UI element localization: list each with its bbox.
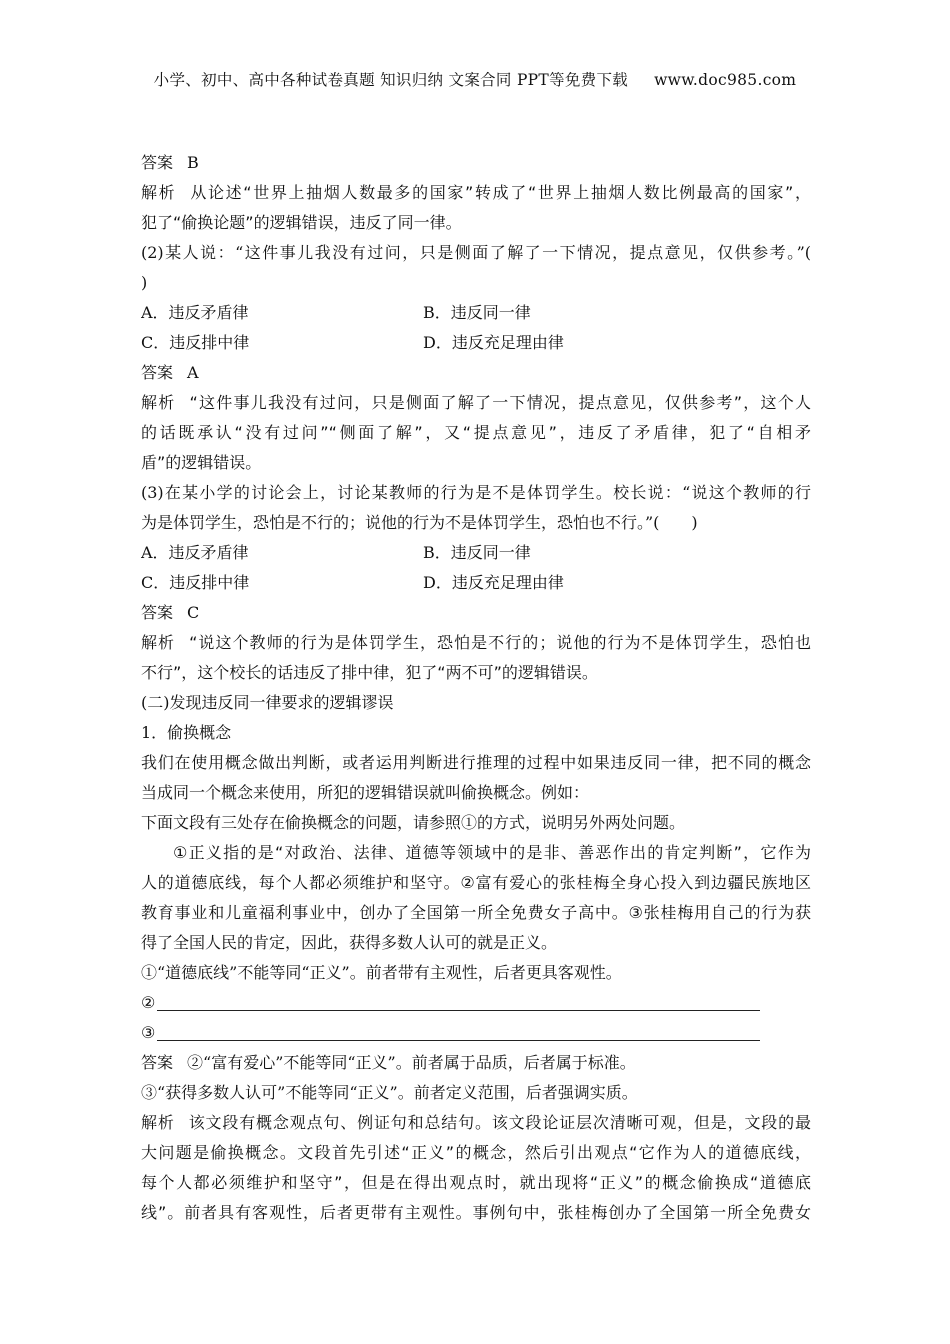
q3-analysis-line: 解析 “说这个教师的行为是体罚学生，恐怕是不行的；说他的行为不是体罚学生，恐怕也 <box>141 633 811 652</box>
q4-analysis-line: 大问题是偷换概念。文段首先引述“正义”的概念，然后引出观点“它作为人的道德底线， <box>141 1143 811 1162</box>
q1-analysis-line: 解析 从论述“世界上抽烟人数最多的国家”转成了“世界上抽烟人数比例最高的国家”， <box>141 183 811 202</box>
page-header <box>0 68 950 90</box>
q4-answer-line: ③“获得多数人认可”不能等同“正义”。前者定义范围，后者强调实质。 <box>141 1083 638 1102</box>
option-c: C．违反排中律 <box>141 573 250 592</box>
answer-blank[interactable] <box>157 992 760 1011</box>
analysis-label: 解析 <box>141 393 176 412</box>
q3-analysis-line: 不行”，这个校长的话违反了排中律，犯了“两不可”的逻辑错误。 <box>141 663 598 682</box>
q1-answer-value: B <box>187 153 199 172</box>
header-url[interactable]: www.doc985.com <box>654 71 797 89</box>
option-d: D．违反充足理由律 <box>423 573 564 592</box>
passage-line: 人的道德底线，每个人都必须维护和坚守。②富有爱心的张桂梅全身心投入到边疆民族地区 <box>141 873 811 892</box>
option-a: A．违反矛盾律 <box>141 303 249 322</box>
option-b: B．违反同一律 <box>423 303 531 322</box>
option-c: C．违反排中律 <box>141 333 250 352</box>
q2-stem-line: (2)某人说：“这件事儿我没有过问，只是侧面了解了一下情况，提点意见，仅供参考。”( <box>141 243 811 262</box>
q3-answer-value: C <box>187 603 200 622</box>
header-text: 小学、初中、高中各种试卷真题 知识归纳 文案合同 PPT等免费下载 <box>153 71 629 89</box>
section-subtitle: 1．偷换概念 <box>141 723 232 742</box>
q2-stem-line: ) <box>141 273 148 292</box>
q2-analysis-line: 解析 “这件事儿我没有过问，只是侧面了解了一下情况，提点意见，仅供参考”，这个人 <box>141 393 811 412</box>
blank-line-3[interactable]: ③ <box>141 1018 811 1048</box>
q2-answer: 答案 A <box>141 363 199 382</box>
option-d: D．违反充足理由律 <box>423 333 564 352</box>
q3-options-row <box>141 538 811 568</box>
q2-answer-value: A <box>187 363 199 382</box>
q4-analysis-line: 每个人都必须维护和坚守”，但是在得出观点时，就出现将“正义”的概念偷换成“道德底 <box>141 1173 811 1192</box>
passage-line: 得了全国人民的肯定，因此，获得多数人认可的就是正义。 <box>141 933 558 952</box>
passage-line: ①正义指的是“对政治、法律、道德等领域中的是非、善恶作出的肯定判断”，它作为 <box>173 843 811 862</box>
section-intro-line: 当成同一个概念来使用，所犯的逻辑错误就叫偷换概念。例如： <box>141 783 590 802</box>
section-title: (二)发现违反同一律要求的逻辑谬误 <box>141 693 394 712</box>
document-body <box>141 148 811 1228</box>
q1-answer: 答案 B <box>141 153 199 172</box>
q2-options-row <box>141 328 811 358</box>
q4-analysis-line: 线”。前者具有客观性，后者更带有主观性。事例句中，张桂梅创办了全国第一所全免费女 <box>141 1203 811 1222</box>
example-line: ①“道德底线”不能等同“正义”。前者带有主观性，后者更具客观性。 <box>141 963 622 982</box>
option-b: B．违反同一律 <box>423 543 531 562</box>
q3-answer: 答案 C <box>141 603 200 622</box>
answer-blank[interactable] <box>157 1022 760 1041</box>
q2-analysis-line: 盾”的逻辑错误。 <box>141 453 262 472</box>
q4-answer: 答案 ②“富有爱心”不能等同“正义”。前者属于品质，后者属于标准。 <box>141 1053 636 1072</box>
section-intro-line: 我们在使用概念做出判断，或者运用判断进行推理的过程中如果违反同一律，把不同的概念 <box>141 753 811 772</box>
q2-analysis-line: 的话既承认“没有过问”“侧面了解”，又“提点意见”，违反了矛盾律，犯了“自相矛 <box>141 423 811 442</box>
blank-line-2[interactable]: ② <box>141 988 811 1018</box>
q2-options-row <box>141 298 811 328</box>
option-a: A．违反矛盾律 <box>141 543 249 562</box>
analysis-label: 解析 <box>141 1113 175 1132</box>
analysis-label: 解析 <box>141 633 176 652</box>
q3-options-row <box>141 568 811 598</box>
section-intro-line: 下面文段有三处存在偷换概念的问题，请参照①的方式，说明另外两处问题。 <box>141 813 686 832</box>
q4-analysis-line: 解析 该文段有概念观点句、例证句和总结句。该文段论证层次清晰可观，但是，文段的最 <box>141 1113 811 1132</box>
q1-analysis-line: 犯了“偷换论题”的逻辑错误，违反了同一律。 <box>141 213 462 232</box>
q3-stem-line: 为是体罚学生，恐怕是不行的；说他的行为不是体罚学生，恐怕也不行。”( ) <box>141 513 698 532</box>
q3-stem-line: (3)在某小学的讨论会上，讨论某教师的行为是不是体罚学生。校长说：“说这个教师的行 <box>141 483 811 502</box>
passage-line: 教育事业和儿童福利事业中，创办了全国第一所全免费女子高中。③张桂梅用自己的行为获 <box>141 903 811 922</box>
analysis-label: 解析 <box>141 183 177 202</box>
